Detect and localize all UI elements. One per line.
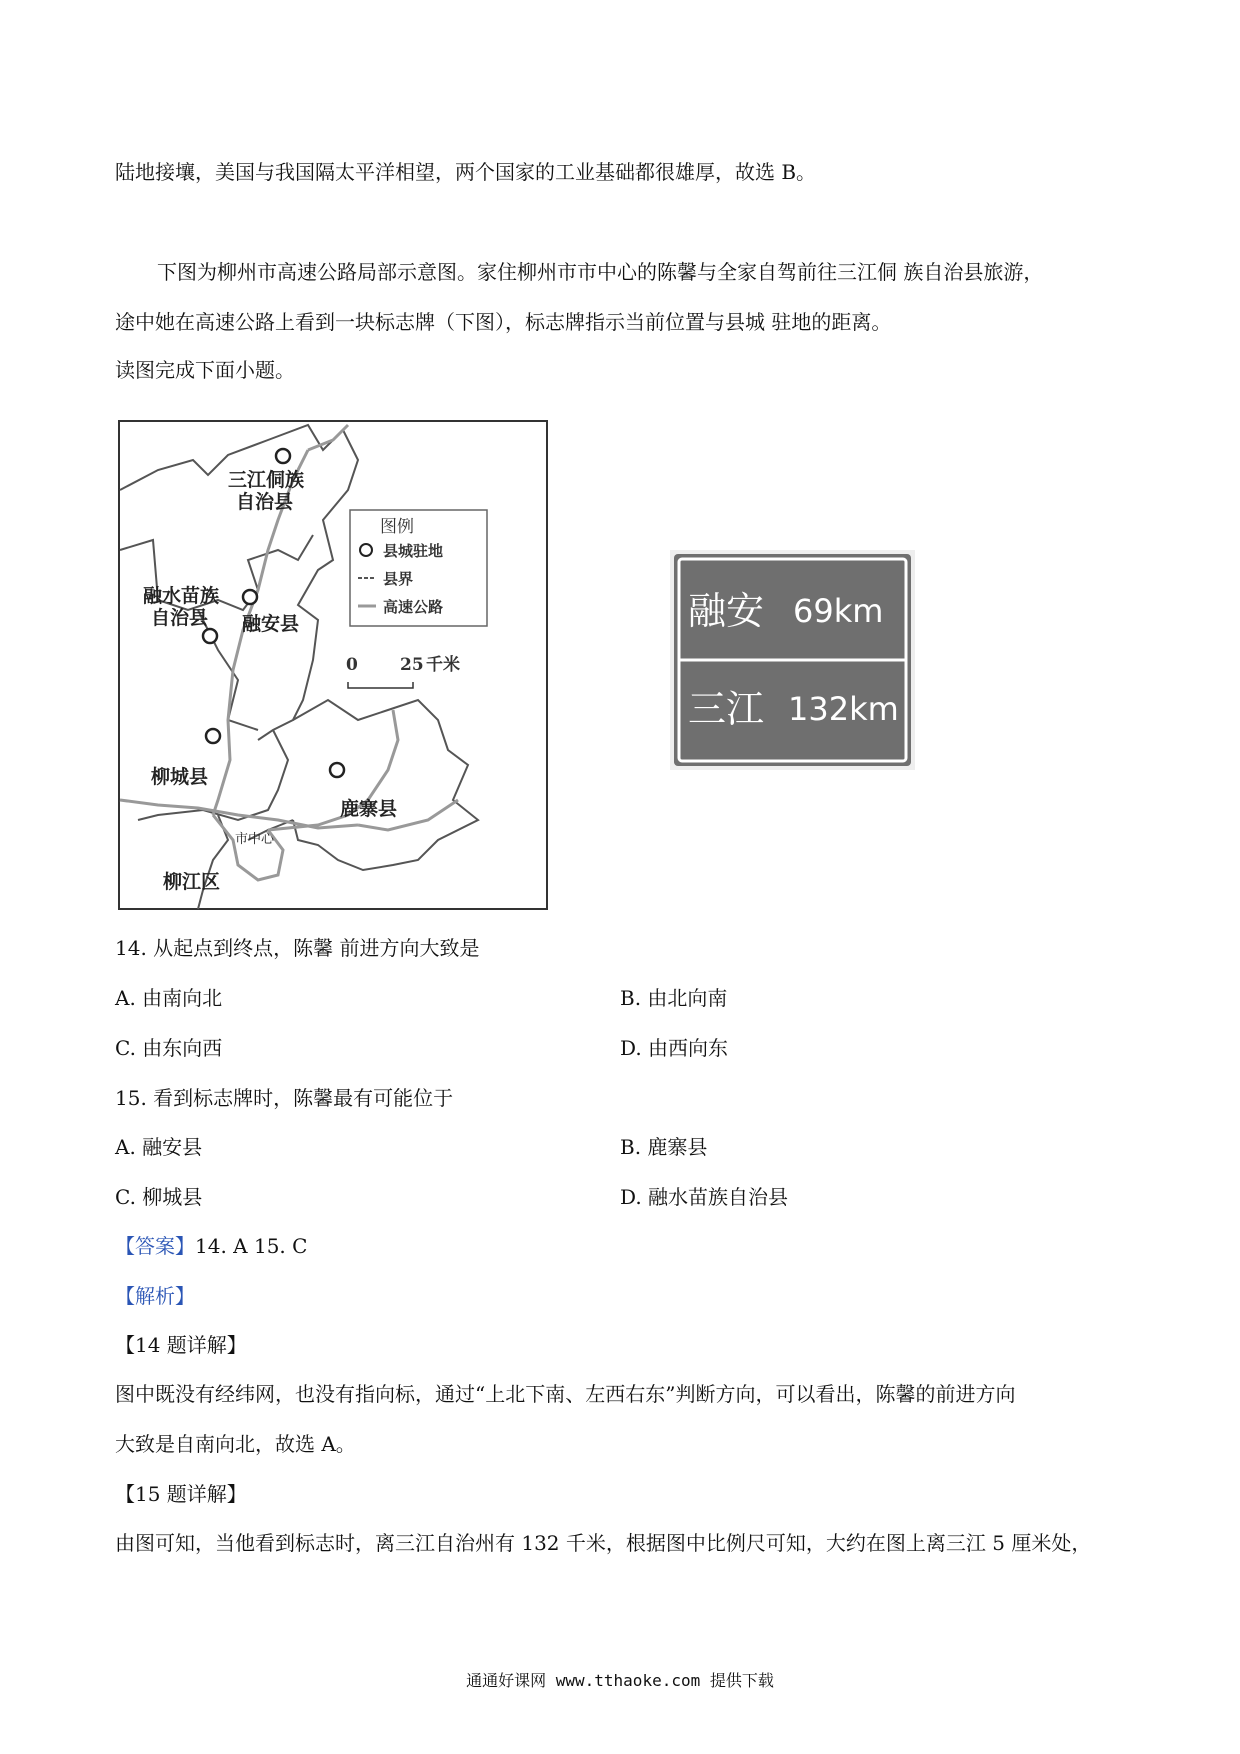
answer-tag: 【答案】 [115,1234,195,1258]
answer-line [115,1232,307,1260]
map-label-sanjiang-1: 三江侗族 [228,469,305,491]
q14-option-c: C. 由东向西 [115,1036,223,1060]
previous-answer-line: 陆地接壤，美国与我国隔太平洋相望，两个国家的工业基础都很雄厚，故选 B。 [115,160,817,184]
county-seat-rongan [243,590,257,604]
sign-place-sanjiang: 三江 [688,687,765,731]
question-15-stem: 15. 看到标志牌时，陈馨最有可能位于 [115,1086,454,1110]
map-label-rongshui-2: 自治县 [151,607,209,629]
intro-line-2: 途中她在高速公路上看到一块标志牌（下图），标志牌指示当前位置与县城 驻地的距离。 [115,310,892,334]
detail-14-line-2: 大致是自南向北，故选 A。 [115,1432,356,1456]
legend-highway: 高速公路 [383,598,444,616]
q15-option-c: C. 柳城县 [115,1185,203,1209]
svg-text:25: 25 [400,655,424,675]
map-label-rongan: 融安县 [242,613,300,635]
svg-text:千米: 千米 [426,655,460,675]
legend-county-border: 县界 [383,570,414,588]
intro-line-1: 下图为柳州市高速公路局部示意图。家住柳州市市中心的陈馨与全家自驾前往三江侗 族自治县旅游， [157,260,1044,284]
road-sign-figure [670,550,915,770]
highway-map-figure [118,420,548,910]
svg-text:0: 0 [346,655,358,675]
map-label-city-center: 市中心 [235,832,275,847]
map-frame [119,421,547,909]
map-label-sanjiang-2: 自治县 [236,491,294,513]
detail-14-title: 【14 题详解】 [115,1333,247,1357]
detail-15-line-1: 由图可知，当他看到标志时，离三江自治州有 132 千米，根据图中比例尺可知，大约在图上离三江 5 厘米处， [115,1531,1092,1555]
legend-title: 图例 [380,517,414,537]
county-seat-liucheng [206,729,220,743]
page-footer: 通通好课网 www.tthaoke.com 提供下载 [466,1671,774,1690]
q14-option-a: A. 由南向北 [115,986,223,1010]
q14-option-d: D. 由西向东 [620,1036,729,1060]
sign-distance-rongan: 69km [793,592,884,630]
county-seat-rongshui [203,629,217,643]
county-seat-luzhai [330,763,344,777]
county-seat-sanjiang [276,449,290,463]
q14-option-b: B. 由北向南 [620,986,728,1010]
analysis-tag: 【解析】 [115,1284,195,1308]
answer-text: 14. A 15. C [195,1234,308,1258]
map-label-rongshui-1: 融水苗族 [143,585,220,607]
intro-line-3: 读图完成下面小题。 [115,358,295,382]
map-label-luzhai: 鹿寨县 [340,798,398,820]
map-label-liucheng: 柳城县 [151,766,209,788]
q15-option-d: D. 融水苗族自治县 [620,1185,789,1209]
question-14-stem: 14. 从起点到终点，陈馨 前进方向大致是 [115,936,480,960]
map-legend [350,510,487,626]
q15-option-b: B. 鹿寨县 [620,1135,708,1159]
q15-option-a: A. 融安县 [115,1135,203,1159]
legend-county-seat: 县城驻地 [383,542,444,560]
detail-14-line-1: 图中既没有经纬网，也没有指向标，通过“上北下南、左西右东”判断方向，可以看出，陈馨的前进方向 [115,1382,1016,1406]
sign-place-rongan: 融安 [688,589,765,633]
map-label-liujiang: 柳江区 [163,871,221,893]
sign-distance-sanjiang: 132km [788,690,899,728]
detail-15-title: 【15 题详解】 [115,1482,247,1506]
